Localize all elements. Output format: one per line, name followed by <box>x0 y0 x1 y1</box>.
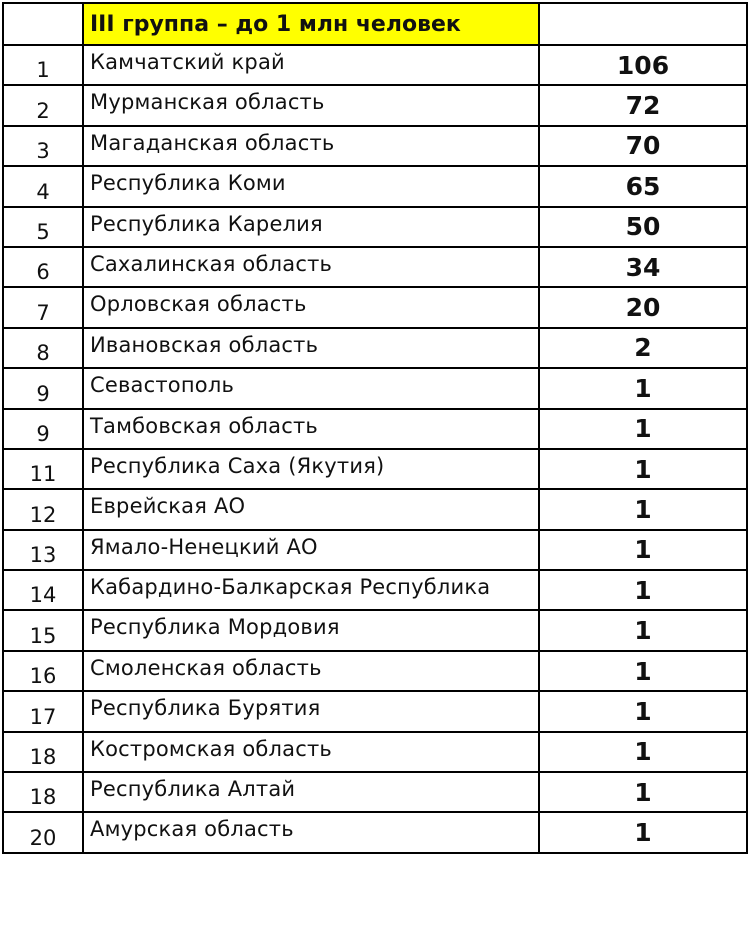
region-cell: Тамбовская область <box>83 409 539 449</box>
rank-cell: 5 <box>3 207 83 247</box>
region-cell: Мурманская область <box>83 85 539 125</box>
region-cell: Ямало-Ненецкий АО <box>83 530 539 570</box>
rank-cell: 17 <box>3 691 83 731</box>
value-cell: 2 <box>539 328 747 368</box>
rank-cell: 4 <box>3 166 83 206</box>
rank-cell: 9 <box>3 409 83 449</box>
region-cell: Орловская область <box>83 287 539 327</box>
value-cell: 106 <box>539 45 747 85</box>
table-row <box>3 368 747 408</box>
region-cell: Еврейская АО <box>83 489 539 529</box>
region-cell: Республика Мордовия <box>83 610 539 650</box>
region-cell: Камчатский край <box>83 45 539 85</box>
rank-cell: 18 <box>3 732 83 772</box>
table-row <box>3 651 747 691</box>
table-row <box>3 732 747 772</box>
rank-cell: 7 <box>3 287 83 327</box>
value-cell: 1 <box>539 530 747 570</box>
group-title: III группа – до 1 млн человек <box>83 3 539 45</box>
table-row <box>3 328 747 368</box>
table-row <box>3 449 747 489</box>
value-cell: 1 <box>539 610 747 650</box>
table-row <box>3 812 747 852</box>
table-row <box>3 247 747 287</box>
table-row <box>3 489 747 529</box>
rank-cell: 3 <box>3 126 83 166</box>
table-row <box>3 570 747 610</box>
value-cell: 65 <box>539 166 747 206</box>
value-cell: 50 <box>539 207 747 247</box>
rank-cell: 8 <box>3 328 83 368</box>
value-cell: 1 <box>539 489 747 529</box>
value-cell: 1 <box>539 772 747 812</box>
ranking-table <box>2 2 748 854</box>
header-value-cell <box>539 3 747 45</box>
rank-cell: 6 <box>3 247 83 287</box>
value-cell: 1 <box>539 812 747 852</box>
header-row <box>3 3 747 45</box>
region-cell: Республика Бурятия <box>83 691 539 731</box>
value-cell: 1 <box>539 449 747 489</box>
region-cell: Костромская область <box>83 732 539 772</box>
region-cell: Республика Алтай <box>83 772 539 812</box>
table-row <box>3 85 747 125</box>
value-cell: 72 <box>539 85 747 125</box>
rank-cell: 9 <box>3 368 83 408</box>
region-cell: Республика Коми <box>83 166 539 206</box>
value-cell: 1 <box>539 368 747 408</box>
header-rank-cell <box>3 3 83 45</box>
value-cell: 1 <box>539 570 747 610</box>
value-cell: 1 <box>539 651 747 691</box>
rank-cell: 2 <box>3 85 83 125</box>
rank-cell: 20 <box>3 812 83 852</box>
table-row <box>3 45 747 85</box>
rank-cell: 13 <box>3 530 83 570</box>
region-cell: Магаданская область <box>83 126 539 166</box>
rank-cell: 12 <box>3 489 83 529</box>
table-row <box>3 287 747 327</box>
value-cell: 1 <box>539 732 747 772</box>
region-cell: Смоленская область <box>83 651 539 691</box>
table-row <box>3 126 747 166</box>
region-cell: Кабардино-Балкарская Республика <box>83 570 539 610</box>
table-body <box>3 3 747 853</box>
rank-cell: 18 <box>3 772 83 812</box>
rank-cell: 15 <box>3 610 83 650</box>
value-cell: 34 <box>539 247 747 287</box>
value-cell: 1 <box>539 691 747 731</box>
table-row <box>3 207 747 247</box>
rank-cell: 11 <box>3 449 83 489</box>
table-row <box>3 166 747 206</box>
region-cell: Ивановская область <box>83 328 539 368</box>
rank-cell: 14 <box>3 570 83 610</box>
region-cell: Амурская область <box>83 812 539 852</box>
table-row <box>3 409 747 449</box>
table-row <box>3 772 747 812</box>
rank-cell: 16 <box>3 651 83 691</box>
rank-cell: 1 <box>3 45 83 85</box>
value-cell: 20 <box>539 287 747 327</box>
table-row <box>3 610 747 650</box>
table-row <box>3 691 747 731</box>
region-cell: Республика Саха (Якутия) <box>83 449 539 489</box>
value-cell: 70 <box>539 126 747 166</box>
region-cell: Республика Карелия <box>83 207 539 247</box>
region-cell: Сахалинская область <box>83 247 539 287</box>
table-row <box>3 530 747 570</box>
region-cell: Севастополь <box>83 368 539 408</box>
value-cell: 1 <box>539 409 747 449</box>
